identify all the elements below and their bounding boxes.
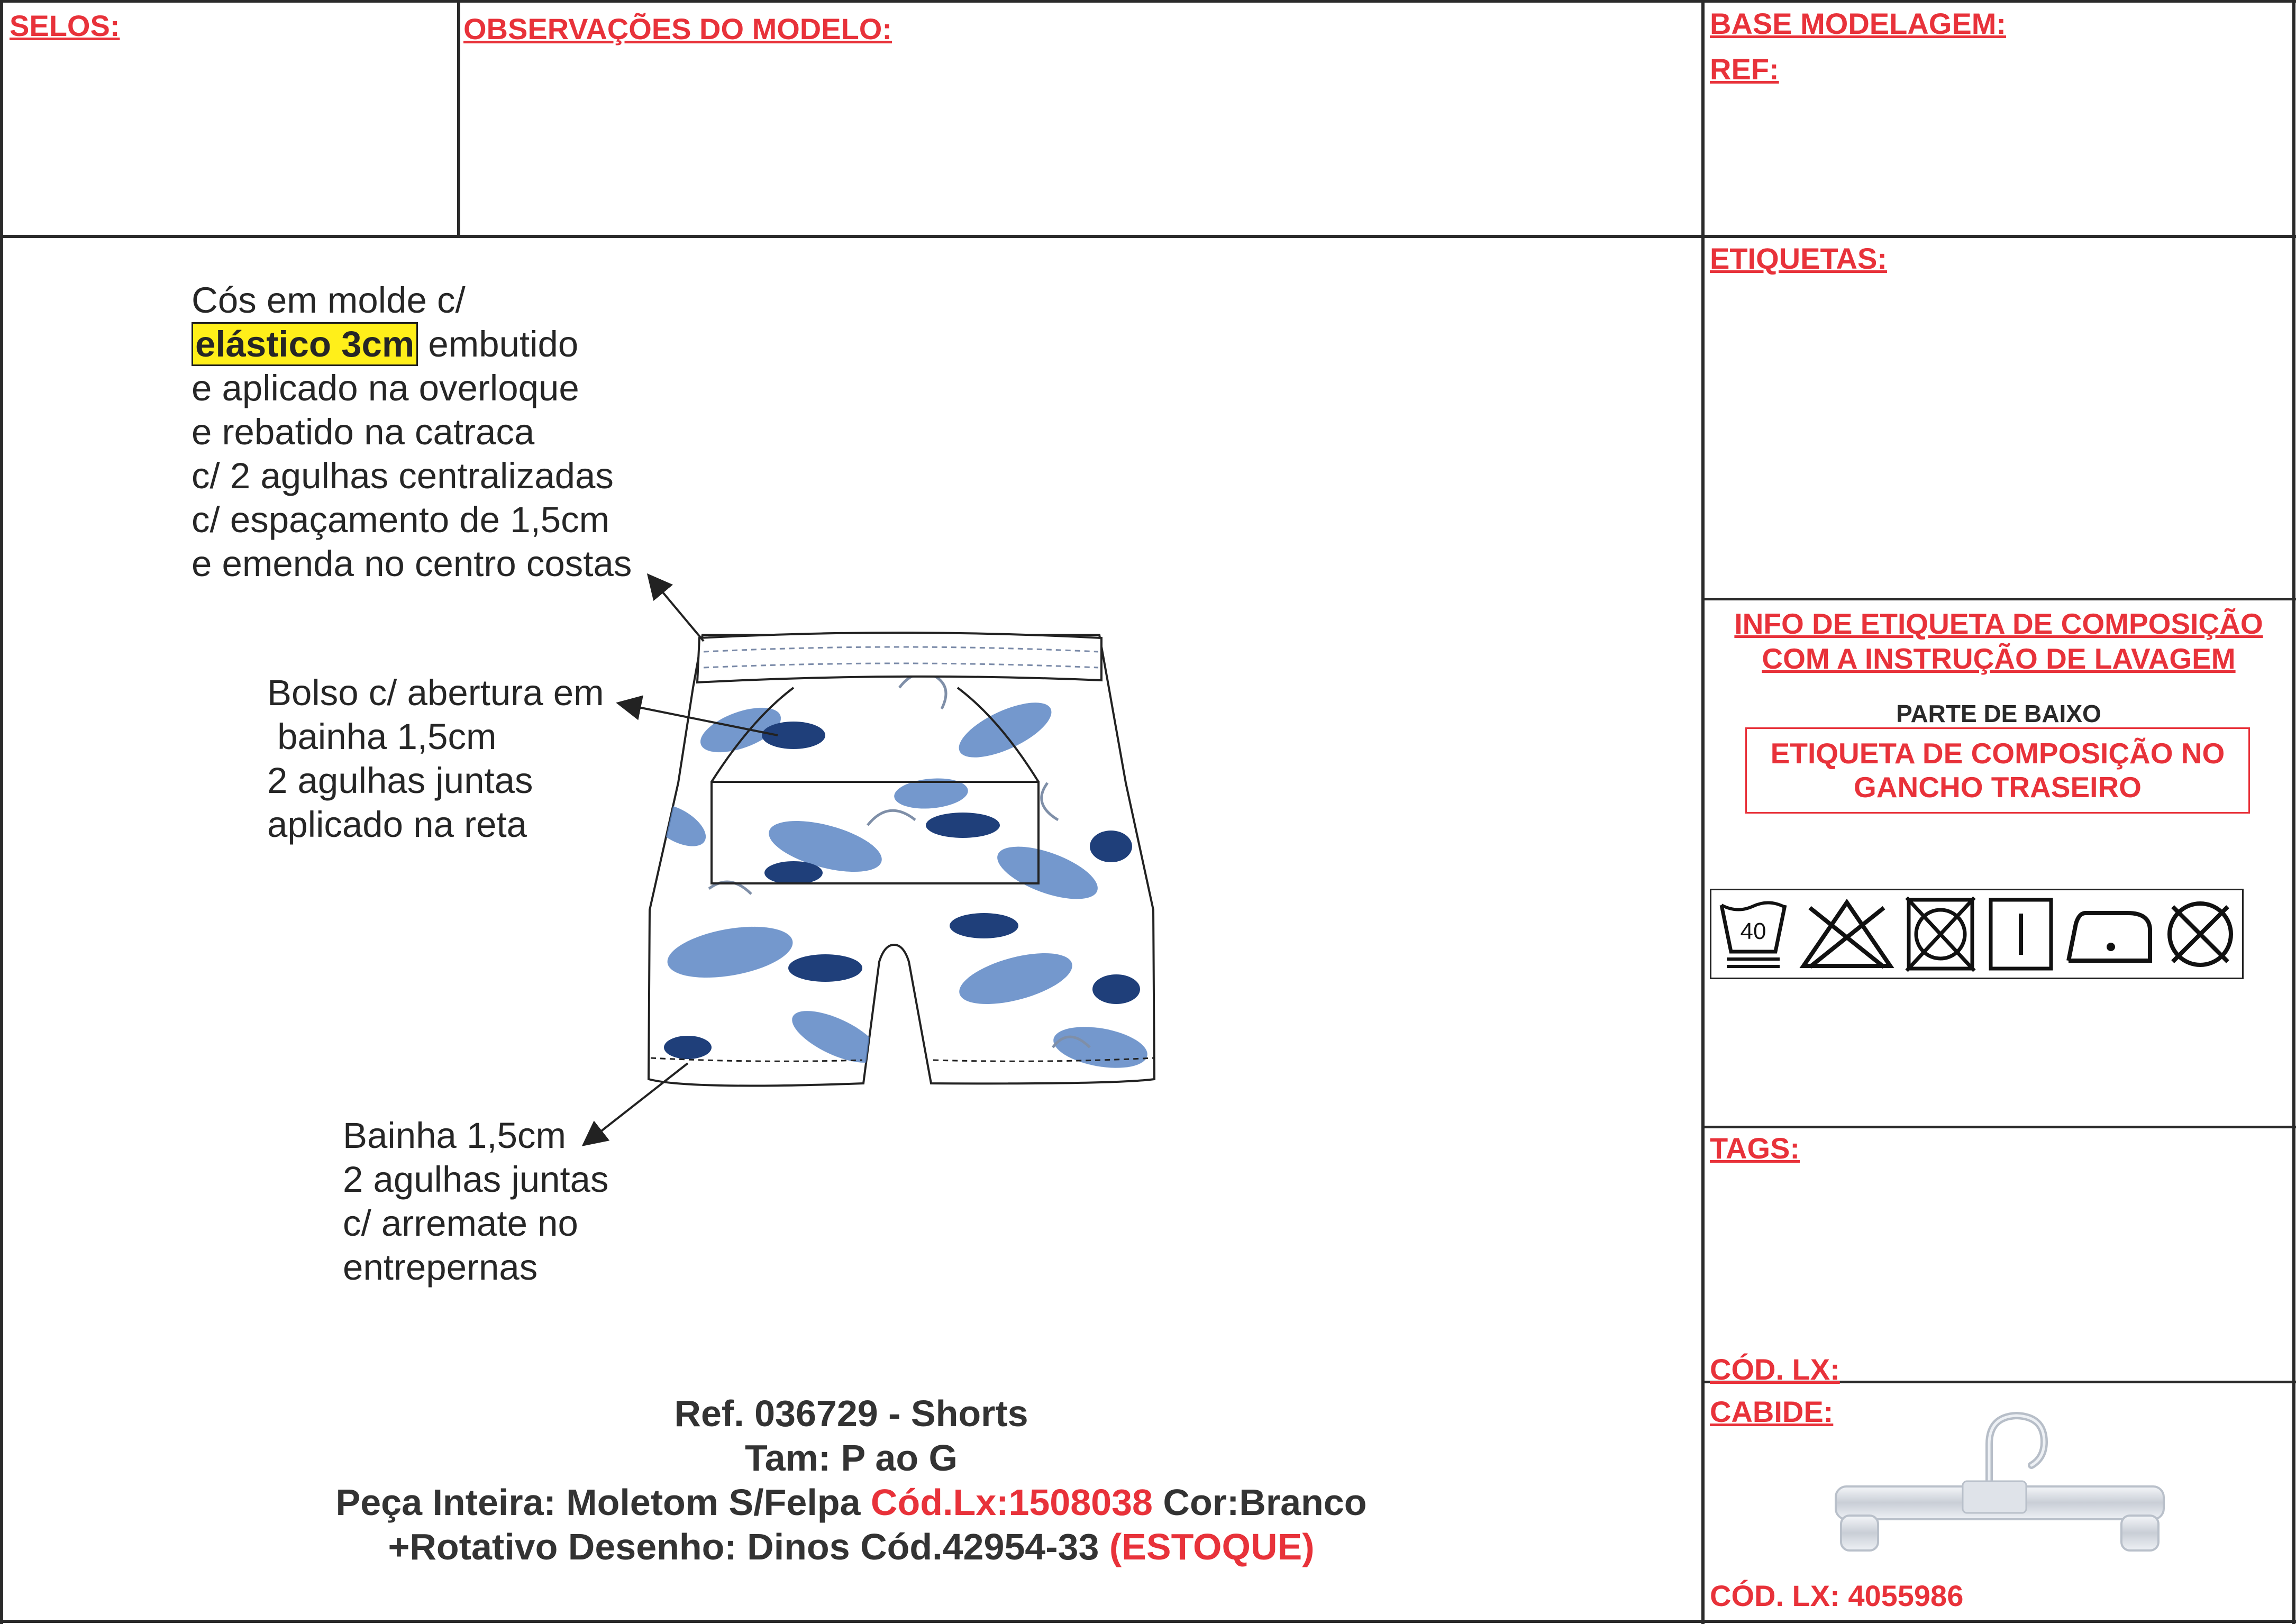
product-description bbox=[0, 1391, 1702, 1569]
note-cos-line-4: e rebatido na catraca bbox=[192, 412, 535, 452]
note-bolso-line-3: 2 agulhas juntas bbox=[267, 760, 533, 801]
wash-40-icon bbox=[1716, 895, 1790, 974]
note-cos-line-2-rest: embutido bbox=[418, 324, 579, 364]
note-bainha-line-1: Bainha 1,5cm bbox=[343, 1115, 566, 1156]
note-bainha-line-3: c/ arremate no bbox=[343, 1203, 578, 1244]
base-modelagem-label: BASE MODELAGEM: bbox=[1710, 7, 2006, 40]
iron-low-icon bbox=[2064, 897, 2154, 971]
note-bainha-line-4: entrepernas bbox=[343, 1247, 538, 1288]
etiqueta-line-1: ETIQUETA DE COMPOSIÇÃO NO bbox=[1770, 737, 2225, 770]
etiqueta-gancho-box bbox=[1745, 727, 2250, 814]
print-stock: (ESTOQUE) bbox=[1109, 1526, 1315, 1567]
selos-label: SELOS: bbox=[10, 9, 120, 42]
hanger-image bbox=[1830, 1407, 2169, 1561]
etiqueta-line-2: GANCHO TRASEIRO bbox=[1854, 771, 2142, 804]
product-print-line bbox=[0, 1525, 1702, 1569]
observacoes-label: OBSERVAÇÕES DO MODELO: bbox=[463, 12, 892, 45]
info-composicao-title bbox=[1705, 606, 2293, 676]
right-divider-tags bbox=[1701, 1126, 2296, 1128]
fabric-code: Cód.Lx:1508038 bbox=[870, 1482, 1153, 1523]
frame-bottom bbox=[0, 1620, 2296, 1623]
arrow-cos bbox=[650, 577, 704, 641]
care-symbols-strip bbox=[1710, 889, 2244, 979]
note-bolso-line-2: bainha 1,5cm bbox=[267, 716, 497, 757]
note-cos-line-1: Cós em molde c/ bbox=[192, 280, 466, 321]
info-line-2: COM A INSTRUÇÃO DE LAVAGEM bbox=[1762, 642, 2236, 675]
print-text: +Rotativo Desenho: Dinos Cód.42954-33 bbox=[388, 1526, 1109, 1567]
no-dry-clean-icon bbox=[2163, 897, 2237, 971]
wash-temp-label: 40 bbox=[1740, 918, 1766, 944]
note-bolso-line-1: Bolso c/ abertura em bbox=[267, 672, 604, 713]
note-cos-line-6: c/ espaçamento de 1,5cm bbox=[192, 499, 610, 540]
product-fabric-line bbox=[0, 1480, 1702, 1525]
no-bleach-icon bbox=[1799, 897, 1894, 971]
product-size-line: Tam: P ao G bbox=[745, 1437, 958, 1479]
shorts-outline bbox=[649, 635, 1154, 1086]
info-line-1: INFO DE ETIQUETA DE COMPOSIÇÃO bbox=[1734, 607, 2263, 640]
fabric-color: Cor:Branco bbox=[1152, 1482, 1367, 1523]
elastic-highlight: elástico 3cm bbox=[192, 322, 418, 366]
product-ref-line: Ref. 036729 - Shorts bbox=[674, 1393, 1028, 1434]
ref-label: REF: bbox=[1710, 52, 1779, 86]
parte-de-baixo-label: PARTE DE BAIXO bbox=[1896, 700, 2101, 727]
no-tumble-dry-icon bbox=[1903, 895, 1978, 974]
note-cos-line-3: e aplicado na overloque bbox=[192, 368, 579, 408]
waistband bbox=[697, 633, 1101, 682]
cabide-label: CABIDE: bbox=[1710, 1395, 1834, 1428]
right-divider-etiquetas bbox=[1701, 598, 2296, 600]
cod-lx-label: CÓD. LX: bbox=[1710, 1353, 1840, 1386]
note-cos-line-5: c/ 2 agulhas centralizadas bbox=[192, 455, 614, 496]
etiquetas-label: ETIQUETAS: bbox=[1710, 242, 1887, 275]
note-cos-line-7: e emenda no centro costas bbox=[192, 543, 632, 584]
tags-label: TAGS: bbox=[1710, 1132, 1800, 1165]
cod-lx-cabide: CÓD. LX: 4055986 bbox=[1710, 1579, 1964, 1612]
fabric-text: Peça Inteira: Moletom S/Felpa bbox=[335, 1482, 871, 1523]
arrow-bainha bbox=[585, 1063, 688, 1144]
note-bainha-line-2: 2 agulhas juntas bbox=[343, 1159, 609, 1200]
line-dry-icon bbox=[1987, 895, 2055, 974]
note-bolso-line-4: aplicado na reta bbox=[267, 804, 527, 845]
